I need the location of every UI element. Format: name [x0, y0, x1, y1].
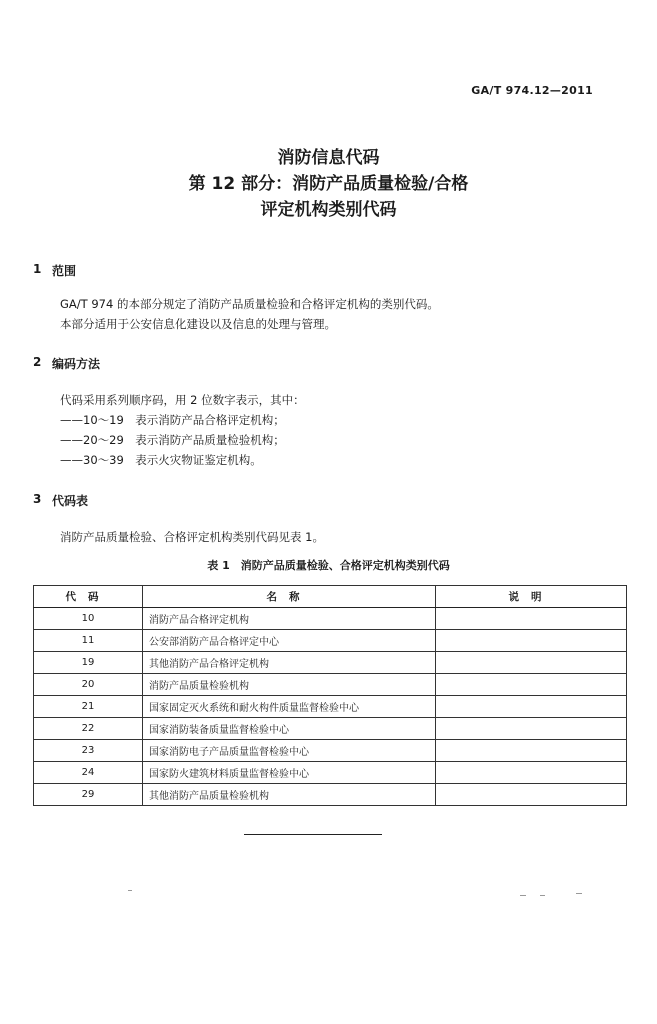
- section-2-list-item: ——10～19 表示消防产品合格评定机构；: [60, 413, 285, 427]
- section-1-paragraph: 本部分适用于公安信息化建设以及信息的处理与管理。: [60, 317, 336, 331]
- table-row: [34, 696, 627, 718]
- table-row: [34, 652, 627, 674]
- section-3-title: 代码表: [52, 494, 89, 508]
- table-header-row: [34, 586, 627, 608]
- code-table: [33, 585, 627, 806]
- scan-speck: [128, 890, 132, 891]
- cell-name: 消防产品合格评定机构: [143, 608, 436, 630]
- table-row: [34, 762, 627, 784]
- cell-note: [436, 674, 627, 696]
- cell-name: 国家固定灭火系统和耐火构件质量监督检验中心: [143, 696, 436, 718]
- doc-title-line-3: 评定机构类别代码: [260, 200, 397, 220]
- cell-note: [436, 740, 627, 762]
- section-2-number: 2: [33, 355, 42, 369]
- cell-name: 国家防火建筑材料质量监督检验中心: [143, 762, 436, 784]
- table-row: [34, 784, 627, 806]
- cell-name: 国家消防电子产品质量监督检验中心: [143, 740, 436, 762]
- cell-code: 29: [34, 784, 143, 806]
- doc-title-line-1: 消防信息代码: [277, 148, 380, 168]
- end-rule: [244, 834, 382, 835]
- section-3-paragraph: 消防产品质量检验、合格评定机构类别代码见表 1。: [60, 530, 324, 544]
- scan-speck: [576, 893, 582, 894]
- table-row: [34, 674, 627, 696]
- section-1-number: 1: [33, 262, 42, 276]
- scan-speck: [520, 895, 526, 896]
- section-2-list-item: ——20～29 表示消防产品质量检验机构；: [60, 433, 285, 447]
- table-row: [34, 608, 627, 630]
- cell-code: 24: [34, 762, 143, 784]
- section-2-title: 编码方法: [52, 357, 101, 371]
- cell-name: 国家消防装备质量监督检验中心: [143, 718, 436, 740]
- doc-title-line-2: 第 12 部分：消防产品质量检验/合格: [188, 174, 469, 194]
- section-1-title: 范围: [52, 264, 77, 278]
- header-code: 代码: [34, 586, 143, 608]
- standard-number: GA/T 974.12—2011: [471, 84, 593, 97]
- cell-code: 22: [34, 718, 143, 740]
- cell-name: 其他消防产品合格评定机构: [143, 652, 436, 674]
- cell-code: 23: [34, 740, 143, 762]
- cell-name: 公安部消防产品合格评定中心: [143, 630, 436, 652]
- cell-name: 消防产品质量检验机构: [143, 674, 436, 696]
- header-name: 名称: [143, 586, 436, 608]
- cell-note: [436, 718, 627, 740]
- table-row: [34, 740, 627, 762]
- cell-note: [436, 784, 627, 806]
- cell-note: [436, 652, 627, 674]
- cell-code: 10: [34, 608, 143, 630]
- cell-note: [436, 696, 627, 718]
- section-2-list-item: ——30～39 表示火灾物证鉴定机构。: [60, 453, 262, 467]
- cell-name: 其他消防产品质量检验机构: [143, 784, 436, 806]
- cell-note: [436, 630, 627, 652]
- cell-code: 21: [34, 696, 143, 718]
- table-row: [34, 630, 627, 652]
- section-1-paragraph: GA/T 974 的本部分规定了消防产品质量检验和合格评定机构的类别代码。: [60, 297, 439, 311]
- cell-code: 20: [34, 674, 143, 696]
- cell-code: 11: [34, 630, 143, 652]
- cell-code: 19: [34, 652, 143, 674]
- section-2-paragraph: 代码采用系列顺序码，用 2 位数字表示，其中：: [60, 393, 305, 407]
- header-note: 说明: [436, 586, 627, 608]
- cell-note: [436, 608, 627, 630]
- table-row: [34, 718, 627, 740]
- section-3-number: 3: [33, 492, 42, 506]
- cell-note: [436, 762, 627, 784]
- table-caption: 表 1 消防产品质量检验、合格评定机构类别代码: [207, 559, 450, 572]
- scan-speck: [540, 895, 545, 896]
